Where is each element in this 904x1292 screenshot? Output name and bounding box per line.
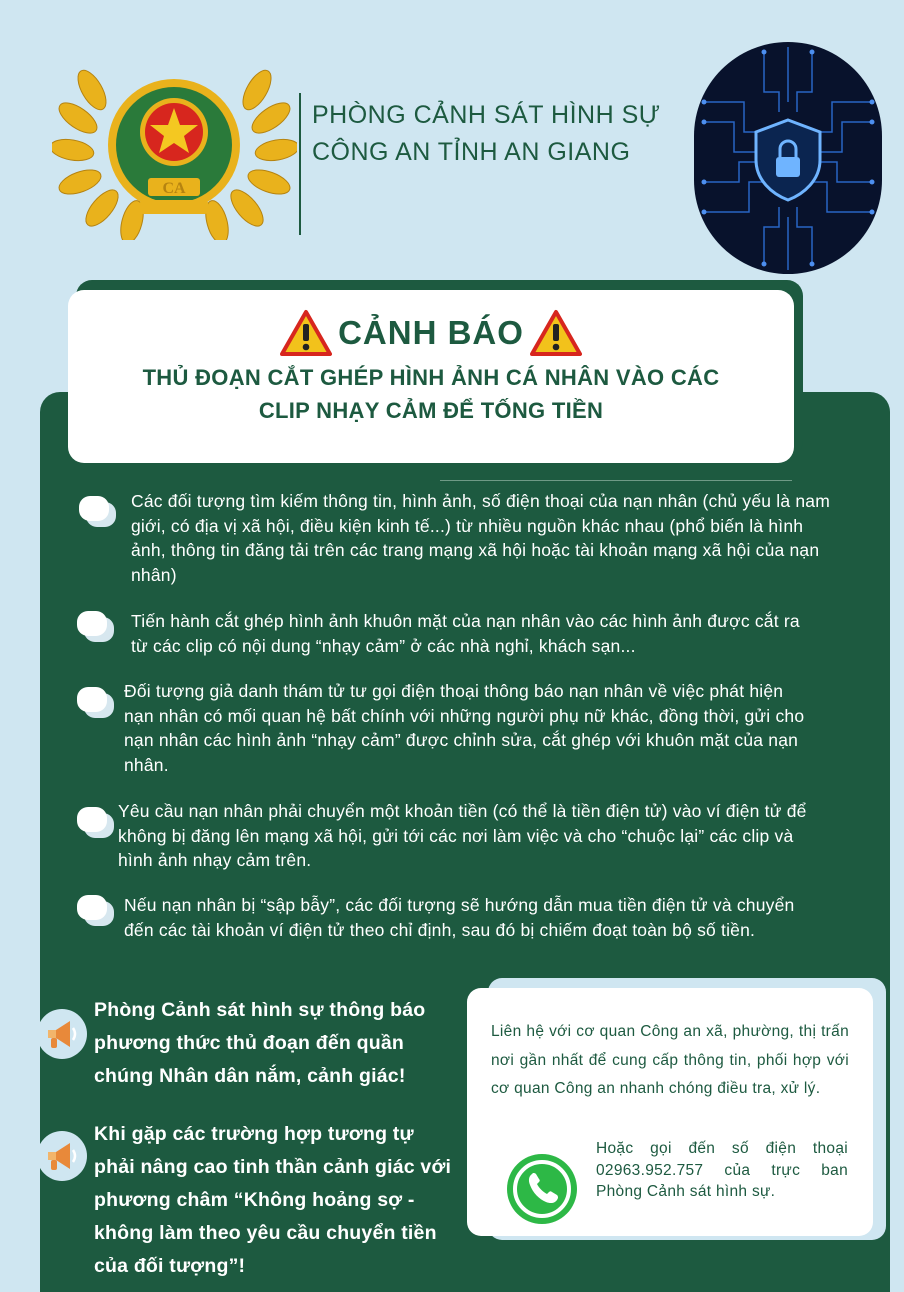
phone-text: Hoặc gọi đến số điện thoại 02963.952.757 của trực ban Phòng Cảnh sát hình sự. — [596, 1140, 848, 1200]
warning-triangle-icon — [280, 309, 332, 357]
notice-text: Phòng Cảnh sát hình sự thông báo phương thức thủ đoạn đến quần chúng Nhân dân nắm, cảnh giác! — [94, 999, 426, 1087]
contact-card — [467, 988, 873, 1236]
warning-subtitle — [68, 361, 794, 427]
bullet-bubble-icon — [76, 610, 116, 644]
bullet-bubble-icon — [76, 894, 116, 928]
bullet-text: Tiến hành cắt ghép hình ảnh khuôn mặt của nạn nhân vào các hình ảnh được cắt ra từ các clip có nội dung “nhạy cảm” ở các nhà nghỉ, khách sạn... — [131, 611, 800, 656]
warning-card — [68, 290, 794, 463]
bullet-text: Yêu cầu nạn nhân phải chuyển một khoản tiền (có thể là tiền điện tử) vào ví điện tử để không bị đăng lên mạng xã hội, gửi tới các nơi làm việc và cho “chuộc lại” các clip và hình ảnh nhạy cảm trên. — [118, 801, 807, 870]
org-line-2: CÔNG AN TỈNH AN GIANG — [312, 138, 631, 166]
cyber-lock-shield-icon — [694, 42, 882, 274]
org-line-1: PHÒNG CẢNH SÁT HÌNH SỰ — [312, 101, 661, 129]
megaphone-icon — [36, 1008, 88, 1060]
header-divider — [299, 93, 301, 235]
notice-text: Khi gặp các trường hợp tương tự phải nâng cao tinh thần cảnh giác với phương châm “Không hoảng sợ - không làm theo yêu cầu chuyển tiền của đối tượng”! — [94, 1123, 452, 1277]
bullet-bubble-icon — [78, 495, 118, 529]
separator-line — [440, 480, 792, 481]
organization-name — [312, 97, 661, 171]
bullet-bubble-icon — [76, 806, 116, 840]
warning-title-row — [68, 307, 794, 359]
svg-text:CA: CA — [162, 180, 186, 197]
contact-text: Liên hệ với cơ quan Công an xã, phường, thị trấn nơi gần nhất để cung cấp thông tin, phối hợp với cơ quan Công an nhanh chóng điều tra, xử lý. — [491, 1023, 849, 1097]
warning-title: CẢNH BÁO — [338, 314, 524, 351]
bullet-bubble-icon — [76, 686, 116, 720]
megaphone-icon — [36, 1130, 88, 1182]
phone-call-icon[interactable] — [505, 1152, 579, 1226]
warning-triangle-icon — [530, 309, 582, 357]
bullet-text: Đối tượng giả danh thám tử tư gọi điện thoại thông báo nạn nhân về việc phát hiện nạn nhân có mối quan hệ bất chính với những người phụ nữ khác, đồng thời, gửi cho nạn nhân các hình ảnh “nhạy cảm” được chỉnh sửa, cắt ghép với khuôn mặt của nạn nhân. — [124, 681, 805, 775]
bullet-text: Các đối tượng tìm kiếm thông tin, hình ảnh, số điện thoại của nạn nhân (chủ yếu là nam giới, có địa vị xã hội, điều kiện kinh tế...) từ nhiều nguồn khác nhau (phổ biến là hình ảnh, thông tin đăng tải trên các trang mạng xã hội hoặc tài khoản mạng xã hội của nạn nhân) — [131, 491, 830, 585]
bullet-text: Nếu nạn nhân bị “sập bẫy”, các đối tượng sẽ hướng dẫn mua tiền điện tử và chuyển đến các tài khoản ví điện tử theo chỉ định, sau đó bị chiếm đoạt toàn bộ số tiền. — [124, 895, 795, 940]
police-emblem-icon — [52, 50, 297, 240]
warning-subtitle-line-2: CLIP NHẠY CẢM ĐỂ TỐNG TIỀN — [258, 398, 604, 423]
warning-subtitle-line-1: THỦ ĐOẠN CẮT GHÉP HÌNH ẢNH CÁ NHÂN VÀO CÁC — [142, 365, 720, 390]
